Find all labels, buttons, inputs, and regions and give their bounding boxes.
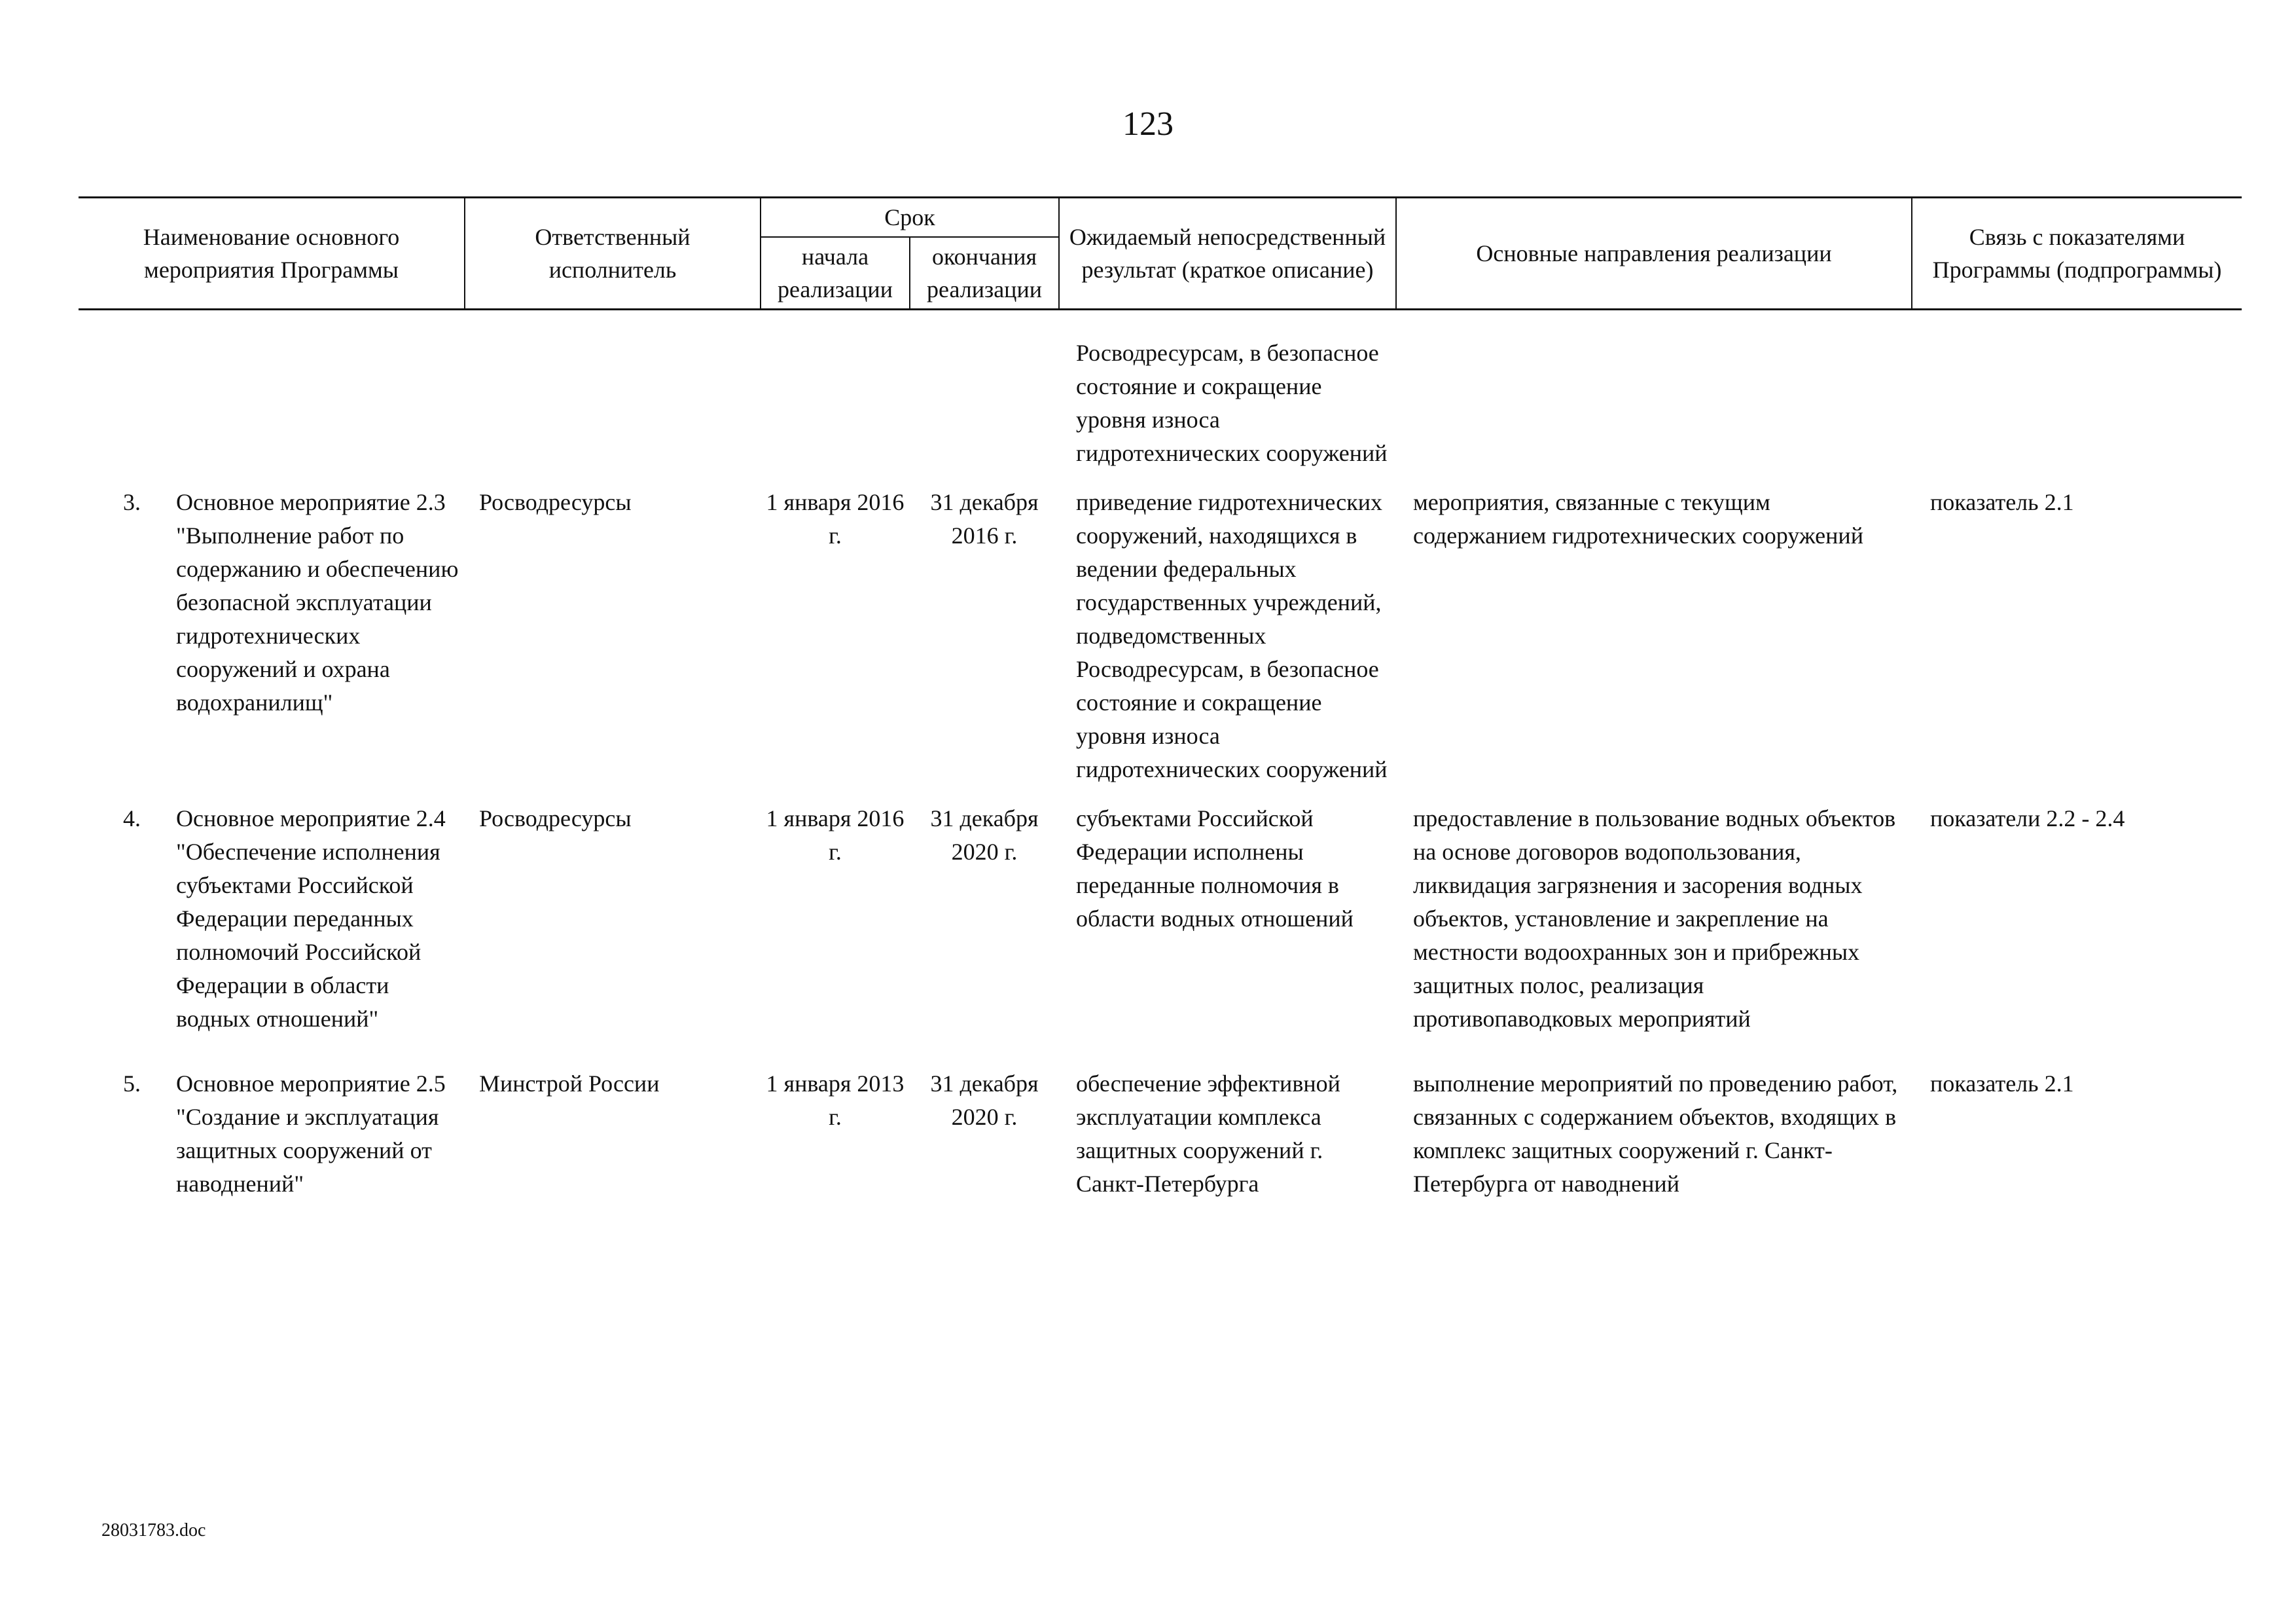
directions-cell: выполнение мероприятий по проведению работ, связанных с содержанием объектов, входящих в комплекс защитных сооружений г. Санкт-Петербурга от наводнений: [1413, 1070, 1898, 1197]
header-result: Ожидаемый непосредственный результат (краткое описание): [1059, 198, 1396, 310]
responsible-cell: Росводресурсы: [479, 489, 632, 515]
activity-name: Основное мероприятие 2.4 "Обеспечение исполнения субъектами Российской Федерации переданных полномочий Российской Федерации в области водных отношений": [176, 805, 446, 1032]
header-row: [79, 198, 2242, 238]
continuation-result: Росводресурсам, в безопасное состояние и сокращение уровня износа гидротехнических сооружений: [1076, 340, 1388, 466]
activity-name: Основное мероприятие 2.3 "Выполнение работ по содержанию и обеспечению безопасной эксплуатации гидротехнических сооружений и охрана водохранилищ": [176, 489, 459, 716]
end-date-cell: 31 декабря 2016 г.: [930, 489, 1039, 549]
header-start: начала реализации: [761, 237, 910, 310]
activity-name: Основное мероприятие 2.5 "Создание и эксплуатация защитных сооружений от наводнений": [176, 1070, 446, 1197]
name-cell: [79, 486, 465, 802]
directions-cell: мероприятия, связанные с текущим содержанием гидротехнических сооружений: [1413, 489, 1863, 549]
indicators-cell: показатели 2.2 - 2.4: [1930, 805, 2125, 831]
row-number: 3.: [123, 489, 141, 515]
start-date-cell: 1 января 2016 г.: [766, 489, 905, 549]
table-row: [79, 802, 2242, 1067]
responsible-cell: Минстрой России: [479, 1070, 660, 1097]
result-cell: приведение гидротехнических сооружений, находящихся в ведении федеральных государственных учреждений, подведомственных Росводресурсам, в безопасное состояние и сокращение уровня износа гидротехнических сооружений: [1076, 489, 1388, 782]
footer-doc-code: 28031783.doc: [101, 1520, 206, 1541]
result-cell: обеспечение эффективной эксплуатации комплекса защитных сооружений г. Санкт-Петербурга: [1076, 1070, 1340, 1197]
row-number: 4.: [123, 805, 141, 831]
end-date-cell: 31 декабря 2020 г.: [930, 1070, 1039, 1130]
table-row: [79, 486, 2242, 802]
result-cell: субъектами Российской Федерации исполнены переданные полномочия в области водных отношений: [1076, 805, 1354, 932]
header-indicators: Связь с показателями Программы (подпрограммы): [1912, 198, 2242, 310]
name-cell: [79, 1067, 465, 1232]
header-name: Наименование основного мероприятия Программы: [79, 198, 465, 310]
indicators-cell: показатель 2.1: [1930, 489, 2074, 515]
header-term: Срок: [761, 198, 1059, 238]
row-number: 5.: [123, 1070, 141, 1097]
name-cell: [79, 802, 465, 1067]
directions-cell: предоставление в пользование водных объектов на основе договоров водопользования, ликвидация загрязнения и засорения водных объектов, установление и закрепление на местности водоохранных зон и прибрежных защитных полос, реализация противопаводковых мероприятий: [1413, 805, 1896, 1032]
page-number: 123: [1122, 105, 1174, 143]
header-responsible: Ответственный исполнитель: [465, 198, 761, 310]
table-row: [79, 1067, 2242, 1232]
continuation-row: [79, 310, 2242, 486]
responsible-cell: Росводресурсы: [479, 805, 632, 831]
start-date-cell: 1 января 2013 г.: [766, 1070, 905, 1130]
activities-table: [79, 196, 2242, 1232]
header-directions: Основные направления реализации: [1396, 198, 1912, 310]
header-end: окончания реализации: [910, 237, 1059, 310]
indicators-cell: показатель 2.1: [1930, 1070, 2074, 1097]
end-date-cell: 31 декабря 2020 г.: [930, 805, 1039, 865]
start-date-cell: 1 января 2016 г.: [766, 805, 905, 865]
